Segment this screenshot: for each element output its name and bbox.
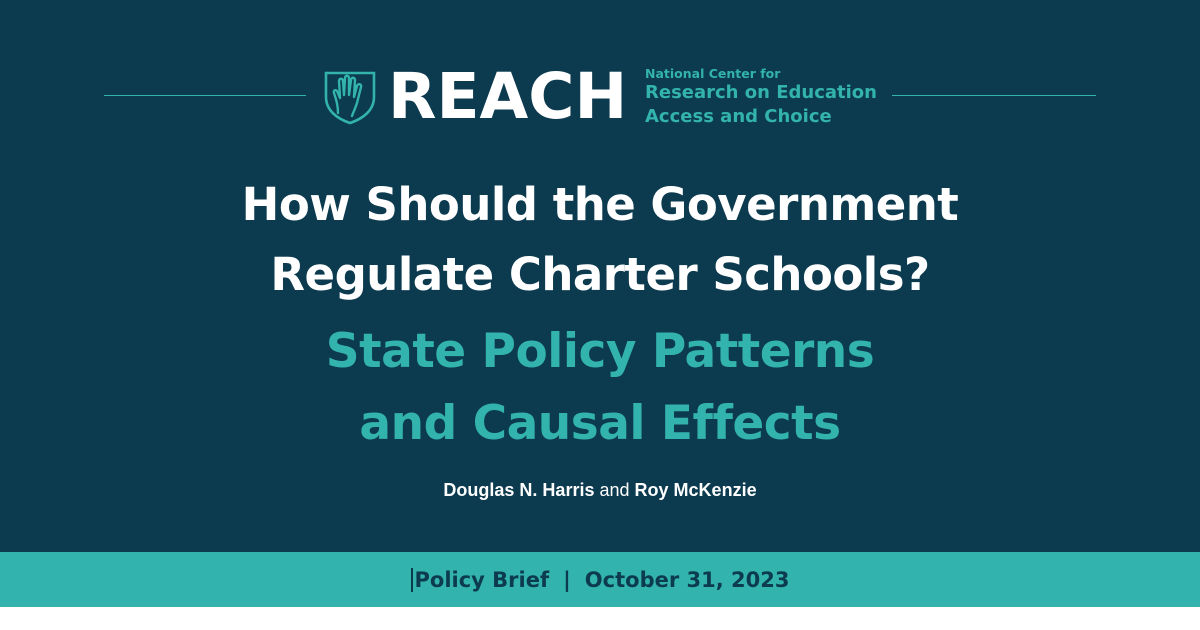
title-line-2: Regulate Charter Schools? bbox=[270, 248, 930, 301]
raised-hand-shield-icon bbox=[322, 69, 378, 125]
text-cursor bbox=[411, 568, 413, 592]
footer-band bbox=[0, 552, 1200, 607]
page-title bbox=[0, 170, 1200, 310]
publication-date: October 31, 2023 bbox=[584, 567, 790, 592]
publication-type: Policy Brief bbox=[414, 567, 550, 592]
author-2: Roy McKenzie bbox=[634, 480, 757, 500]
divider-left bbox=[104, 95, 306, 96]
center-name-line-1: Research on Education bbox=[645, 82, 877, 103]
subtitle-line-2: and Causal Effects bbox=[359, 396, 841, 451]
footer-separator: | bbox=[563, 567, 571, 592]
center-name-line-2: Access and Choice bbox=[645, 106, 832, 127]
title-line-1: How Should the Government bbox=[241, 178, 959, 231]
subtitle-line-1: State Policy Patterns bbox=[325, 324, 875, 379]
brand-name: REACH bbox=[388, 60, 628, 133]
center-name-prefix: National Center for bbox=[645, 66, 781, 81]
author-connector: and bbox=[599, 480, 630, 500]
authors bbox=[0, 478, 1200, 502]
divider-right bbox=[892, 95, 1096, 96]
page-subtitle bbox=[0, 316, 1200, 460]
center-name bbox=[645, 66, 877, 129]
footer-text bbox=[0, 552, 1200, 607]
author-1: Douglas N. Harris bbox=[443, 480, 595, 500]
